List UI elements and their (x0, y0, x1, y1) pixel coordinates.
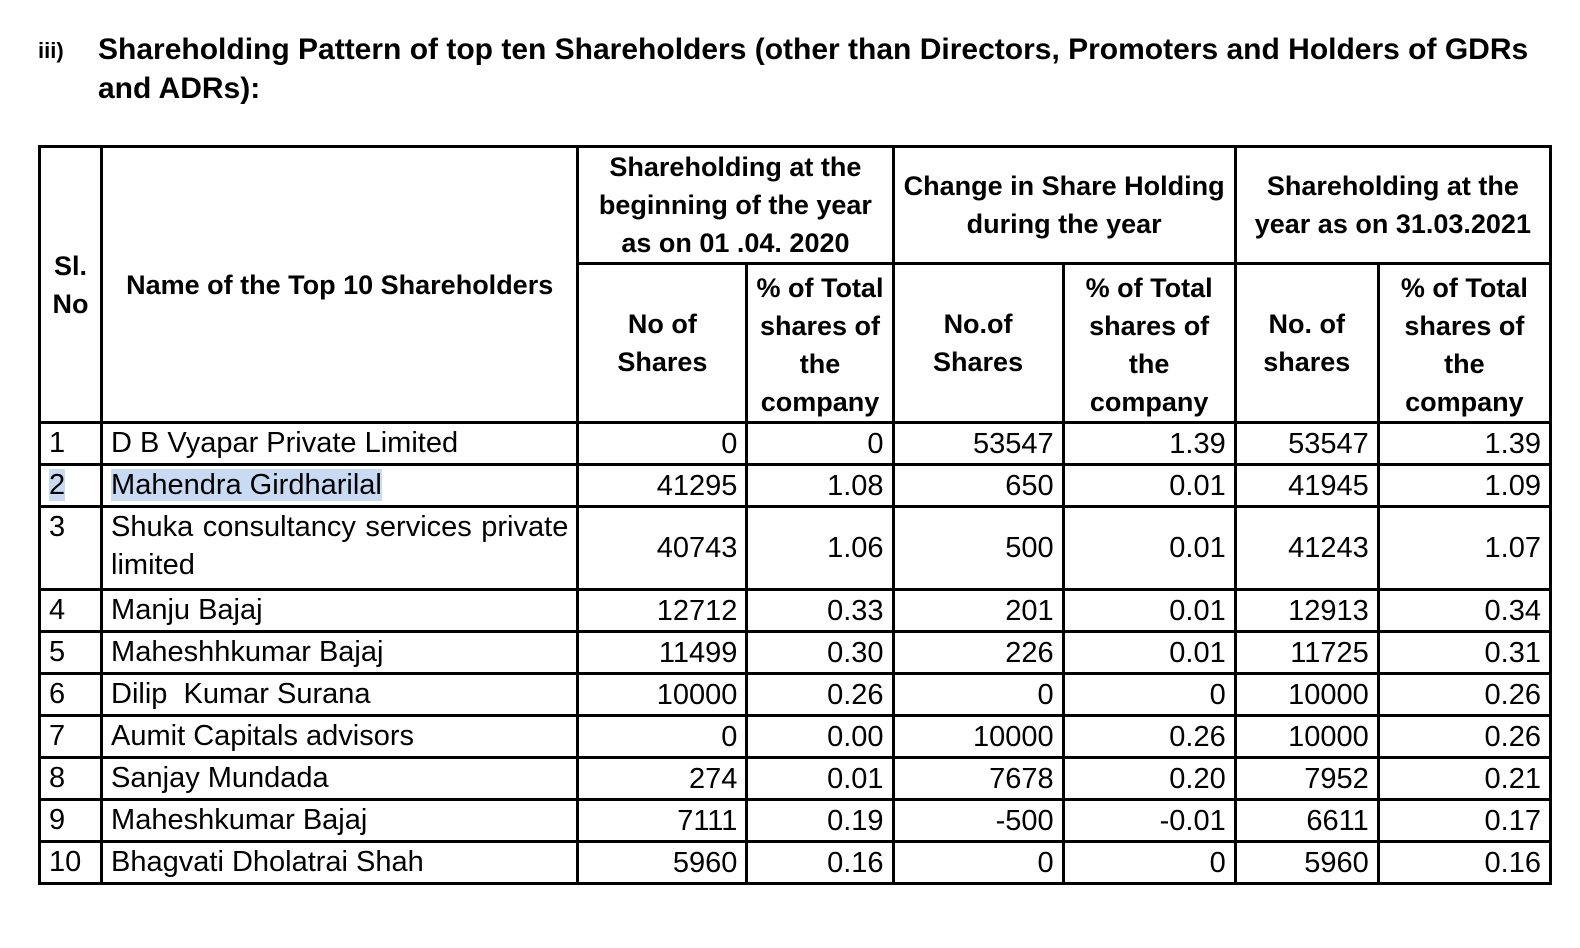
cell-begin-shares: 40743 (578, 507, 747, 590)
cell-end-shares: 7952 (1235, 758, 1378, 800)
header-change-shares: No.of Shares (893, 264, 1063, 423)
cell-end-shares: 53547 (1235, 423, 1378, 465)
table-row (40, 842, 1551, 884)
cell-begin-pct: 0.19 (747, 800, 893, 842)
cell-begin-shares: 5960 (578, 842, 747, 884)
header-group-change: Change in Share Holding during the year (893, 147, 1235, 264)
cell-begin-pct: 0.33 (747, 590, 893, 632)
cell-change-pct: 0.01 (1063, 465, 1235, 507)
cell-begin-pct: 0.00 (747, 716, 893, 758)
cell-end-pct: 0.17 (1378, 800, 1550, 842)
cell-name: Bhagvati Dholatrai Shah (102, 842, 578, 884)
cell-change-shares: 0 (893, 674, 1063, 716)
table-row (40, 800, 1551, 842)
section-heading (38, 30, 1558, 108)
cell-change-pct: 0 (1063, 842, 1235, 884)
cell-begin-pct: 0.01 (747, 758, 893, 800)
cell-end-pct: 0.21 (1378, 758, 1550, 800)
header-end-pct: % of Total shares of the company (1378, 264, 1550, 423)
cell-change-shares: -500 (893, 800, 1063, 842)
section-number: iii) (38, 38, 64, 63)
cell-begin-shares: 41295 (578, 465, 747, 507)
header-group-end: Shareholding at the year as on 31.03.2021 (1235, 147, 1550, 264)
cell-end-shares: 41243 (1235, 507, 1378, 590)
cell-name: Maheshkumar Bajaj (102, 800, 578, 842)
cell-change-shares: 650 (893, 465, 1063, 507)
cell-name: Maheshhkumar Bajaj (102, 632, 578, 674)
table-row (40, 716, 1551, 758)
shareholding-table (38, 145, 1552, 885)
cell-name: Dilip Kumar Surana (102, 674, 578, 716)
cell-begin-pct: 1.06 (747, 507, 893, 590)
cell-end-shares: 10000 (1235, 674, 1378, 716)
cell-sl (40, 465, 102, 507)
cell-end-pct: 0.31 (1378, 632, 1550, 674)
cell-name: D B Vyapar Private Limited (102, 423, 578, 465)
cell-name (102, 465, 578, 507)
header-begin-pct: % of Total shares of the company (747, 264, 893, 423)
cell-name: Aumit Capitals advisors (102, 716, 578, 758)
cell-end-shares: 6611 (1235, 800, 1378, 842)
cell-name: Sanjay Mundada (102, 758, 578, 800)
cell-sl: 4 (40, 590, 102, 632)
table-row (40, 507, 1551, 590)
selected-text-sl[interactable]: 2 (49, 469, 66, 501)
cell-begin-shares: 274 (578, 758, 747, 800)
cell-name: Manju Bajaj (102, 590, 578, 632)
cell-end-shares: 5960 (1235, 842, 1378, 884)
table-row (40, 465, 1551, 507)
cell-begin-shares: 10000 (578, 674, 747, 716)
cell-sl: 10 (40, 842, 102, 884)
cell-change-pct: 0.01 (1063, 632, 1235, 674)
cell-end-pct: 1.39 (1378, 423, 1550, 465)
cell-end-pct: 0.34 (1378, 590, 1550, 632)
cell-begin-shares: 12712 (578, 590, 747, 632)
cell-change-shares: 10000 (893, 716, 1063, 758)
cell-change-pct: 0 (1063, 674, 1235, 716)
cell-end-shares: 11725 (1235, 632, 1378, 674)
cell-change-shares: 53547 (893, 423, 1063, 465)
header-end-shares: No. of shares (1235, 264, 1378, 423)
header-group-begin: Shareholding at the beginning of the year as on 01 .04. 2020 (578, 147, 893, 264)
cell-end-pct: 0.16 (1378, 842, 1550, 884)
cell-sl: 7 (40, 716, 102, 758)
cell-begin-pct: 1.08 (747, 465, 893, 507)
cell-sl: 8 (40, 758, 102, 800)
cell-begin-shares: 0 (578, 716, 747, 758)
cell-change-pct: 0.20 (1063, 758, 1235, 800)
cell-end-shares: 41945 (1235, 465, 1378, 507)
cell-sl: 3 (40, 507, 102, 590)
cell-end-pct: 0.26 (1378, 674, 1550, 716)
cell-change-pct: 1.39 (1063, 423, 1235, 465)
cell-end-shares: 10000 (1235, 716, 1378, 758)
cell-change-pct: -0.01 (1063, 800, 1235, 842)
cell-change-pct: 0.26 (1063, 716, 1235, 758)
section-title: Shareholding Pattern of top ten Shareholders (other than Directors, Promoters and Holders of GDRs and ADRs): (98, 33, 1529, 105)
cell-change-shares: 0 (893, 842, 1063, 884)
header-sl-no: Sl. No (40, 147, 102, 423)
cell-end-pct: 0.26 (1378, 716, 1550, 758)
table-row (40, 674, 1551, 716)
cell-begin-pct: 0.26 (747, 674, 893, 716)
cell-name: Shuka consultancy services private limited (102, 507, 578, 590)
cell-change-shares: 7678 (893, 758, 1063, 800)
cell-begin-shares: 7111 (578, 800, 747, 842)
cell-begin-shares: 0 (578, 423, 747, 465)
cell-sl: 5 (40, 632, 102, 674)
cell-end-pct: 1.09 (1378, 465, 1550, 507)
header-name: Name of the Top 10 Shareholders (102, 147, 578, 423)
cell-end-pct: 1.07 (1378, 507, 1550, 590)
cell-sl: 1 (40, 423, 102, 465)
header-begin-shares: No of Shares (578, 264, 747, 423)
table-row (40, 758, 1551, 800)
table-row (40, 590, 1551, 632)
header-row-groups (40, 147, 1551, 264)
cell-sl: 6 (40, 674, 102, 716)
cell-sl: 9 (40, 800, 102, 842)
cell-end-shares: 12913 (1235, 590, 1378, 632)
table-row (40, 423, 1551, 465)
cell-begin-shares: 11499 (578, 632, 747, 674)
cell-change-shares: 201 (893, 590, 1063, 632)
cell-begin-pct: 0 (747, 423, 893, 465)
cell-begin-pct: 0.16 (747, 842, 893, 884)
header-change-pct: % of Total shares of the company (1063, 264, 1235, 423)
selected-text-name[interactable]: Mahendra Girdharilal (111, 469, 382, 501)
table-row (40, 632, 1551, 674)
cell-begin-pct: 0.30 (747, 632, 893, 674)
cell-change-pct: 0.01 (1063, 507, 1235, 590)
cell-change-shares: 500 (893, 507, 1063, 590)
cell-change-shares: 226 (893, 632, 1063, 674)
cell-change-pct: 0.01 (1063, 590, 1235, 632)
